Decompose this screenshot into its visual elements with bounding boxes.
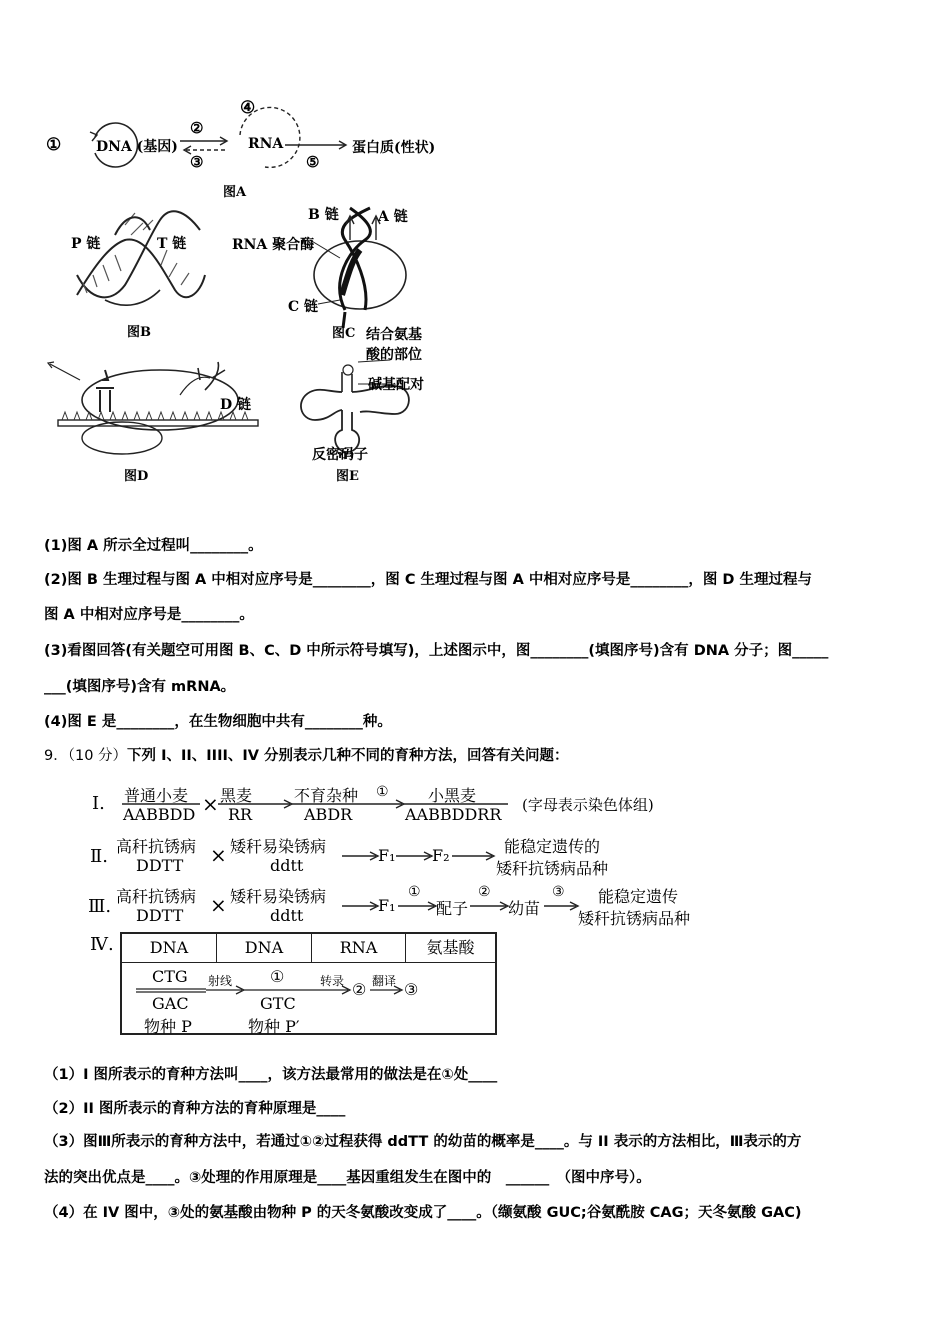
fig-a-protein: 蛋白质(性状) — [352, 140, 436, 156]
r3-x: × — [210, 893, 227, 917]
iv-species-p-prime: 物种 P′ — [248, 1017, 300, 1036]
iv-c3: ③ — [404, 980, 419, 999]
fig-c-rna-polymerase: RNA 聚合酶 — [232, 237, 315, 253]
fig-a-n2: ② — [190, 119, 204, 137]
q8-line-1: (1)图 A 所示全过程叫________。 — [44, 538, 263, 554]
iv-c1: ① — [270, 967, 285, 986]
q9-number: 9．（10 分） — [44, 748, 128, 764]
r2-res1: 能稳定遗传的 — [504, 837, 601, 856]
iv-header-dna-1: DNA — [122, 934, 217, 962]
r3-c2: ② — [478, 884, 491, 900]
fig-b-p-strand: P 链 — [71, 236, 101, 252]
r3-b2: ddtt — [270, 906, 304, 925]
r1-a1: 普通小麦 — [124, 786, 189, 805]
r3-c1: ① — [408, 884, 421, 900]
r3-c3: ③ — [552, 884, 565, 900]
iv-species-p: 物种 P — [144, 1017, 192, 1036]
r3-seedling: 幼苗 — [508, 899, 541, 918]
iv-ctg: CTG — [152, 967, 188, 986]
r3-a1: 高秆抗锈病 — [116, 887, 197, 906]
r1-d1: 小黑麦 — [428, 786, 477, 805]
fig-c-b-strand: B 链 — [308, 207, 339, 223]
q9-line-1: （1）I 图所表示的育种方法叫____，该方法最常用的做法是在①处____ — [44, 1067, 498, 1083]
iv-ray: 射线 — [208, 974, 233, 988]
fig-e-site-1: 结合氨基 — [366, 327, 422, 343]
iv-gac: GAC — [152, 994, 189, 1013]
fig-e-base-pair: 碱基配对 — [368, 377, 424, 393]
r3-f1: F₁ — [378, 896, 396, 915]
r2-a1: 高秆抗锈病 — [116, 837, 197, 856]
q8-line-2: (2)图 B 生理过程与图 A 中相对应序号是________，图 C 生理过程与图 A 中相对应序号是________，图 D 生理过程与 — [44, 572, 812, 588]
iv-gtc: GTC — [260, 994, 296, 1013]
r1-a2: AABBDD — [123, 805, 196, 824]
fig-b-caption: 图B — [127, 325, 151, 340]
iv-header-dna-2: DNA — [217, 934, 312, 962]
fig-a-caption: 图A — [223, 185, 247, 200]
q9-title: 下列 I、II、IIII、IV 分别表示几种不同的育种方法，回答有关问题： — [127, 748, 569, 764]
r2-f2: F₂ — [432, 846, 450, 865]
r1-roman: Ⅰ. — [92, 793, 105, 814]
r4-roman: Ⅳ. — [90, 934, 114, 955]
fig-a-n5: ⑤ — [306, 153, 320, 171]
r3-res1: 能稳定遗传 — [598, 887, 679, 906]
r1-b2: RR — [228, 805, 253, 824]
r1-c2: ABDR — [304, 805, 353, 824]
figure-b — [65, 205, 215, 340]
r2-b2: ddtt — [270, 856, 304, 875]
r1-x: × — [202, 792, 219, 816]
iv-arrows — [122, 934, 499, 1037]
q9-line-2: （2）II 图所表示的育种方法的育种原理是____ — [44, 1101, 346, 1117]
r1-c1: 不育杂种 — [294, 786, 359, 805]
r2-res2: 矮秆抗锈病品种 — [496, 859, 609, 878]
fig-c-caption: 图C — [332, 326, 356, 341]
r2-x: × — [210, 843, 227, 867]
fig-a-dna: DNA (基因) — [96, 139, 178, 155]
q9-heading — [44, 746, 569, 766]
dna-double-helix-drawing — [65, 205, 215, 315]
q9-line-5: （4）在 IV 图中，③处的氨基酸由物种 P 的天冬氨酸改变成了____。（缬氨酸 GUC;谷氨酰胺 CAG；天冬氨酸 GAC) — [44, 1205, 802, 1221]
q8-line-5: ___(填图序号)含有 mRNA。 — [44, 679, 236, 695]
r3-b1: 矮秆易染锈病 — [230, 887, 327, 906]
iv-header-amino-acid: 氨基酸 — [426, 938, 475, 957]
figure-e — [290, 322, 450, 487]
fig-d-d-strand: D 链 — [220, 397, 252, 413]
r3-res2: 矮秆抗锈病品种 — [578, 909, 691, 928]
r1-d2: AABBDDRR — [405, 805, 502, 824]
r2-b1: 矮秆易染锈病 — [230, 837, 327, 856]
q9-line-4: 法的突出优点是____。③处理的作用原理是____基因重组发生在图中的 ______ （图中序号）。 — [44, 1170, 651, 1186]
fig-e-caption: 图E — [336, 469, 359, 484]
r2-f1: F₁ — [378, 846, 396, 865]
r1-note: (字母表示染色体组) — [522, 796, 654, 814]
r2-a2: DDTT — [136, 856, 184, 875]
fig-d-caption: 图D — [124, 469, 149, 484]
fig-c-c-strand: C 链 — [288, 299, 319, 315]
figure-a — [40, 95, 460, 205]
q8-line-6: (4)图 E 是________，在生物细胞中共有________种。 — [44, 714, 392, 730]
iv-transcribe: 转录 — [320, 974, 345, 988]
r3-a2: DDTT — [136, 906, 184, 925]
q8-line-4: (3)看图回答(有关题空可用图 B、C、D 中所示符号填写)，上述图示中，图________(填图序号)含有 DNA 分子；图_____ — [44, 643, 829, 659]
figure-c — [230, 200, 430, 340]
fig-e-anticodon: 反密码子 — [312, 447, 368, 463]
fig-b-t-strand: T 链 — [157, 236, 187, 252]
r1-circ: ① — [376, 784, 389, 800]
fig-e-site-2: 酸的部位 — [366, 347, 422, 363]
fig-a-n4: ④ — [240, 98, 256, 118]
figure-d — [40, 350, 265, 485]
fig-a-n1: ① — [46, 135, 62, 155]
fig-a-n3: ③ — [190, 153, 204, 171]
q8-line-3: 图 A 中相对应序号是________。 — [44, 607, 254, 623]
fig-c-a-strand: A 链 — [378, 209, 408, 225]
q9-line-3: （3）图Ⅲ所表示的育种方法中，若通过①②过程获得 ddTT 的幼苗的概率是____。与 II 表示的方法相比，Ⅲ表示的方 — [44, 1134, 802, 1150]
q9-iv-table — [120, 932, 497, 1035]
r3-roman: Ⅲ. — [88, 896, 112, 917]
fig-a-rna: RNA — [248, 136, 284, 152]
r2-roman: Ⅱ. — [90, 846, 108, 867]
iv-c2: ② — [352, 980, 367, 999]
r1-b1: 黑麦 — [220, 786, 253, 805]
iv-header-rna: RNA — [312, 934, 406, 962]
r3-gamete: 配子 — [436, 899, 469, 918]
iv-translate: 翻译 — [372, 974, 397, 988]
